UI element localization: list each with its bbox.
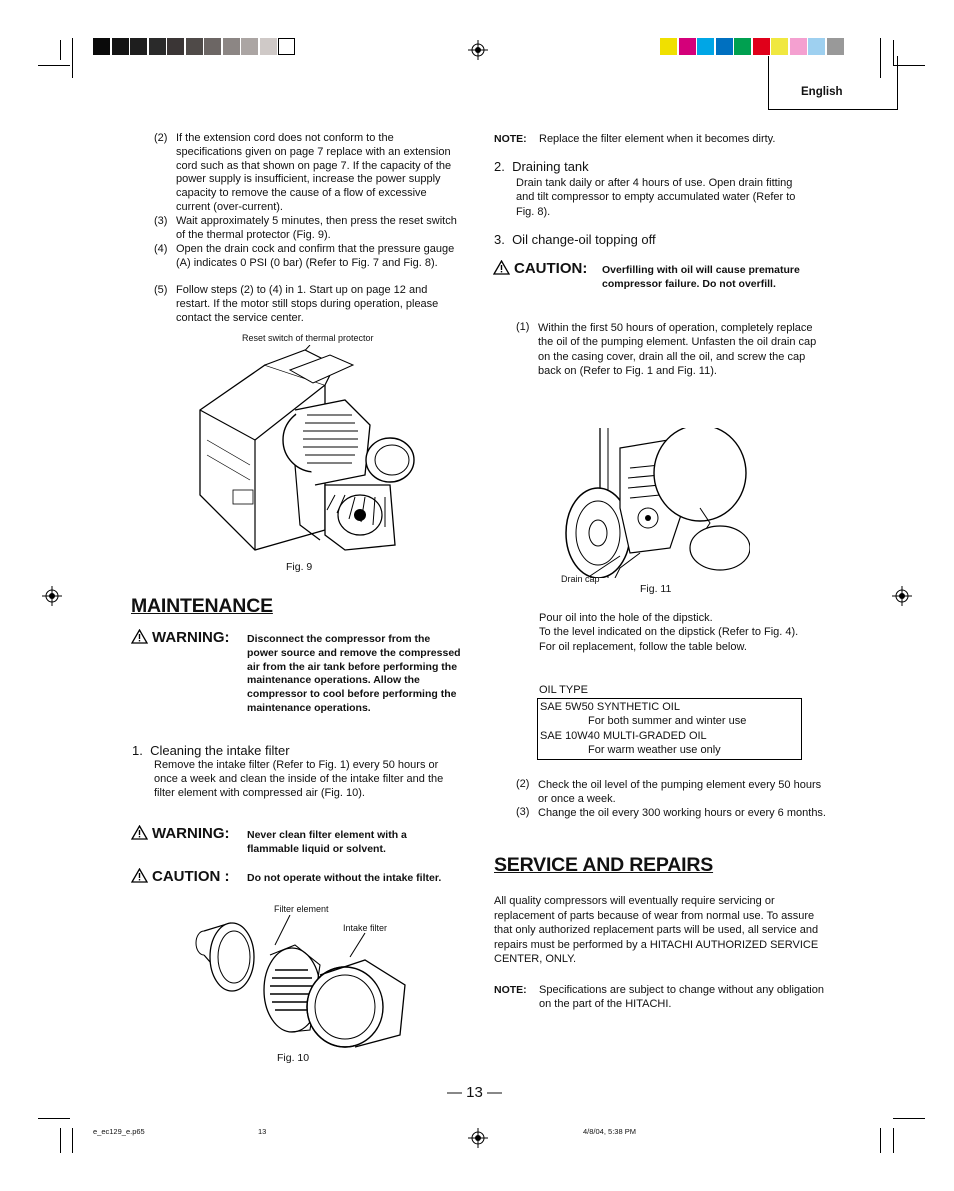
gray-swatch (93, 38, 110, 55)
fig10-intake-filter-label: Intake filter (343, 923, 388, 933)
caution-text: Overfilling with oil will cause premature compressor failure. Do not overfill. (602, 264, 800, 290)
gray-swatch (278, 38, 295, 55)
warning-triangle-icon (131, 825, 148, 840)
cleaning-title: 1. Cleaning the intake filter (132, 743, 290, 758)
caution-label: CAUTION : (131, 868, 230, 885)
color-swatch (716, 38, 733, 55)
gray-swatch (260, 38, 277, 55)
oil-row-use: For both summer and winter use (588, 715, 747, 728)
oil-title: 3. Oil change-oil topping off (494, 232, 656, 247)
gray-swatch (186, 38, 203, 55)
crop-mark (60, 1128, 61, 1153)
crop-mark (72, 38, 73, 78)
warning-text: Disconnect the compressor from the power source and remove the compressed air from the air tank before performing the maintenance operations. Allow the compressor to cool before performing the maintenance operations. (247, 633, 461, 714)
registration-mark-icon (892, 586, 912, 606)
pour-line: Pour oil into the hole of the dipstick. (539, 612, 713, 624)
fig9-callout: Reset switch of thermal protector (242, 333, 374, 343)
registration-mark-icon (42, 586, 62, 606)
fig9-caption: Fig. 9 (286, 561, 313, 573)
registration-mark-icon (468, 1128, 488, 1148)
note-text: Replace the filter element when it becomes dirty. (539, 133, 776, 145)
pour-line: To the level indicated on the dipstick (Refer to Fig. 4). (539, 626, 799, 639)
fig10-filter-element-label: Filter element (274, 904, 329, 914)
crop-mark (38, 65, 70, 66)
oil-type-table (537, 698, 802, 760)
note-text: Specifications are subject to change without any obligation on the part of the HITACHI. (539, 984, 824, 1011)
crop-mark (60, 40, 61, 60)
fig9-compressor-illustration (195, 345, 420, 555)
page-small: 13 (258, 1127, 267, 1136)
cleaning-text: Remove the intake filter (Refer to Fig. 1) every 50 hours or once a week and clean the inside of the intake filter and the filter element with compressed air (Fig. 10). (154, 759, 444, 799)
gray-swatch (241, 38, 258, 55)
oil-row-name: SAE 10W40 MULTI-GRADED OIL (540, 729, 707, 742)
color-swatch (697, 38, 714, 55)
crop-mark (38, 1118, 70, 1119)
page-number: — 13 — (447, 1084, 503, 1101)
oil-row-name: SAE 5W50 SYNTHETIC OIL (540, 701, 680, 713)
gray-swatch (204, 38, 221, 55)
draining-title: 2. Draining tank (494, 159, 589, 174)
color-swatch (660, 38, 677, 55)
caution-label: CAUTION: (493, 260, 587, 277)
warning-triangle-icon (131, 629, 148, 644)
pour-instructions (539, 611, 829, 654)
note-label: NOTE: (494, 133, 527, 145)
crop-mark (880, 1128, 881, 1153)
gray-swatch (130, 38, 147, 55)
fig10-filter-illustration (190, 915, 420, 1050)
fig11-drain-cap-illustration (560, 428, 750, 578)
color-swatch (679, 38, 696, 55)
file-name: e_ec129_e.p65 (93, 1127, 145, 1136)
color-swatch (808, 38, 825, 55)
oil-type-label: OIL TYPE (539, 684, 588, 696)
gray-swatch (223, 38, 240, 55)
maintenance-heading: MAINTENANCE (131, 595, 273, 617)
fig10-caption: Fig. 10 (277, 1052, 310, 1064)
warning-label: WARNING: (131, 629, 230, 646)
gray-swatch (167, 38, 184, 55)
crop-mark (893, 1128, 894, 1153)
color-swatch (734, 38, 751, 55)
draining-text: Drain tank daily or after 4 hours of use. Open drain fitting and tilt compressor to empty accumulated water (Refer to Fig. 8). (516, 177, 796, 218)
warning-triangle-icon (493, 260, 510, 275)
warning-label: WARNING: (131, 825, 230, 842)
note-label: NOTE: (494, 984, 527, 996)
crop-mark (893, 1118, 925, 1119)
pour-line: For oil replacement, follow the table below. (539, 640, 747, 653)
service-heading: SERVICE AND REPAIRS (494, 854, 714, 876)
timestamp: 4/8/04, 5:38 PM (583, 1127, 636, 1136)
service-text: All quality compressors will eventually require servicing or replacement of parts because of wear from normal use. To assure that only authorized replacement parts will be used, all service and repairs must be performed by a HITACHI AUTHORIZED SERVICE CENTER, ONLY. (494, 895, 819, 966)
language-tab (768, 56, 898, 110)
gray-swatch (112, 38, 129, 55)
oil-row-use: For warm weather use only (588, 744, 721, 757)
color-swatch (827, 38, 844, 55)
registration-mark-icon (468, 40, 488, 60)
color-swatch (771, 38, 788, 55)
color-swatch (790, 38, 807, 55)
crop-mark (72, 1128, 73, 1153)
warning-triangle-icon (131, 868, 148, 883)
gray-swatch (149, 38, 166, 55)
caution-text: Do not operate without the intake filter. (247, 872, 442, 884)
warning-text: Never clean filter element with a flammable liquid or solvent. (247, 829, 407, 855)
color-swatch (753, 38, 770, 55)
fig11-caption: Fig. 11 (640, 583, 672, 595)
fig11-drain-cap-label: Drain cap (561, 574, 600, 584)
language-label: English (801, 86, 843, 98)
